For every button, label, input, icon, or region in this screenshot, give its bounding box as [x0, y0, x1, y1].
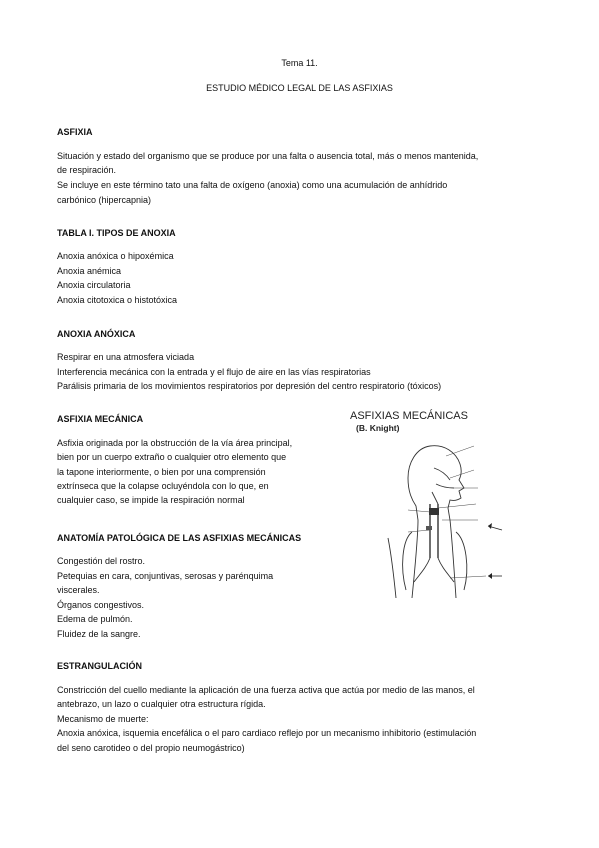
section-heading-asfixia: ASFIXIA [57, 127, 93, 137]
list-item: Anoxia circulatoria [57, 280, 131, 290]
list-item: viscerales. [57, 585, 100, 595]
paragraph-line: de respiración. [57, 165, 117, 175]
paragraph-line: Asfixia originada por la obstrucción de la vía área principal, [57, 438, 293, 448]
paragraph-line: cualquier caso, se impide la respiración normal [57, 495, 245, 505]
paragraph-line: Constricción del cuello mediante la aplicación de una fuerza activa que actúa por medio de las manos, el [57, 685, 475, 695]
topic-number: Tema 11. [281, 58, 318, 68]
section-heading-anoxia-anoxica: ANOXIA ANÓXICA [57, 329, 136, 339]
section-heading-anatomia: ANATOMÍA PATOLÓGICA DE LAS ASFIXIAS MECÁNICAS [57, 533, 302, 543]
paragraph-line: bien por un cuerpo extraño o cualquier otro elemento que [57, 452, 287, 462]
document-title: ESTUDIO MÉDICO LEGAL DE LAS ASFIXIAS [206, 83, 393, 93]
list-item: Fluidez de la sangre. [57, 629, 141, 639]
list-item: Anoxia anóxica o hipoxémica [57, 251, 174, 261]
airway-anatomy-diagram-icon [346, 408, 532, 598]
paragraph-line: Se incluye en este término tato una falta de oxígeno (anoxia) como una acumulación de anhídrido [57, 180, 448, 190]
paragraph-line: Mecanismo de muerte: [57, 714, 149, 724]
paragraph-line: la tapone interiormente, o bien por una comprensión [57, 467, 266, 477]
paragraph-line: carbónico (hipercapnia) [57, 195, 152, 205]
asfixias-mecanicas-figure [346, 408, 532, 598]
paragraph-line: antebrazo, un lazo o cualquier otra estructura rígida. [57, 699, 266, 709]
paragraph-line: extrínseca que la colapse ocluyéndola con lo que, en [57, 481, 269, 491]
list-item: Congestión del rostro. [57, 556, 146, 566]
section-heading-tabla: TABLA I. TIPOS DE ANOXIA [57, 228, 176, 238]
list-item: Anoxia anémica [57, 266, 122, 276]
figure-subtitle: (B. Knight) [356, 423, 400, 433]
figure-title: ASFIXIAS MECÁNICAS [350, 410, 468, 422]
list-item: Órganos congestivos. [57, 600, 145, 610]
paragraph-line: Interferencia mecánica con la entrada y el flujo de aire en las vías respiratorias [57, 367, 371, 377]
list-item: Petequias en cara, conjuntivas, serosas y parénquima [57, 571, 274, 581]
section-heading-estrangulacion: ESTRANGULACIÓN [57, 661, 142, 671]
paragraph-line: Respirar en una atmosfera viciada [57, 352, 195, 362]
section-heading-asfixia-mecanica: ASFIXIA MECÁNICA [57, 414, 144, 424]
list-item: Edema de pulmón. [57, 614, 133, 624]
list-item: Anoxia citotoxica o histotóxica [57, 295, 178, 305]
paragraph-line: del seno carotideo o del propio neumogástrico) [57, 743, 245, 753]
paragraph-line: Anoxia anóxica, isquemia encefálica o el paro cardiaco reflejo por un mecanismo inhibitorio (estimulación [57, 728, 477, 738]
paragraph-line: Situación y estado del organismo que se produce por una falta o ausencia total, más o menos mantenida, [57, 151, 479, 161]
paragraph-line: Parálisis primaria de los movimientos respiratorios por depresión del centro respiratorio (tóxicos) [57, 381, 442, 391]
